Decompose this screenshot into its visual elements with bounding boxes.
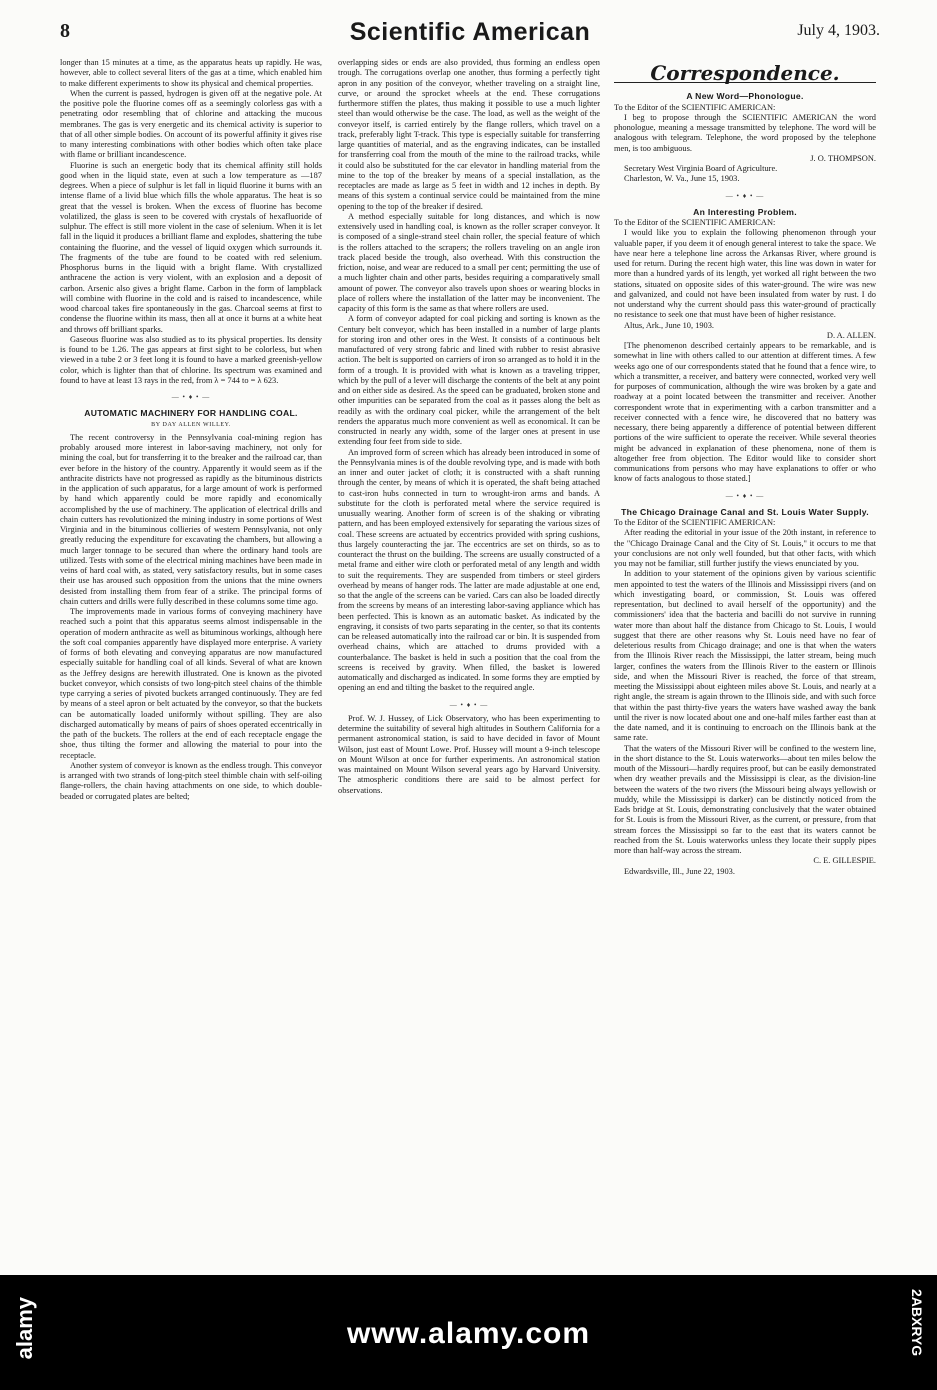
image-id: 2ABXRYG bbox=[909, 1289, 925, 1357]
paragraph: I would like you to explain the following phenomenon through your valuable paper, if you deem it of enough general interest to take the space. We have near here a telephone line across the Arkansas River, where ground is used for return. During the recent high water, this line was down in water for more than a hundred yards of its length, yet worked all right between the two stations, situated on opposite sides of this water-ground. The wire was new and galvanized, and could not have been insulated from water by rust. I do not understand why the current should pass this water-ground of practically no resistance to seek one that must have been of higher resistance. bbox=[614, 228, 876, 320]
dateline: Altus, Ark., June 10, 1903. bbox=[624, 320, 715, 330]
paragraph: The recent controversy in the Pennsylvania coal-mining region has probably aroused more interest in labor-saving machinery, not only for mining the coal, but for transferring it to the breaker and the railroad car, than ever before in the history of the country. Apparently it would seem as if the anthracite districts have not progressed as rapidly as the bituminous districts in the application of such apparatus, for a large amount of work is performed by hand which apparently could be more rapidly and economically accomplished by the use of machinery. The application of electrical drills and chain cutters has revolutionized the mining industry in some portions of West Virginia and in the bituminous collieries of western Pennsylvania, not only greatly reducing the expenditure for excavating the chambers, but allowing a much larger tonnage to be secured than where the ordinary hand tools are utilized. Tests with some of the electrical mining machines have been made in veins of hard coal with, as stated, very satisfactory results, but in some cases their use has aroused such opposition from the unions that the mine owners desisted from installing them from fear of a strike. The principal forms of chain cutters and drills were fully described in these columns some time ago. bbox=[60, 432, 322, 606]
signature: J. O. THOMPSON. bbox=[810, 153, 876, 163]
letter-title: An Interesting Problem. bbox=[693, 206, 797, 217]
paragraph: An improved form of screen which has already been introduced in some of the Pennsylvania mines is of the double revolving type, and is made with both an inner and outer jacket of cloth; it is constructed with a shaft running through the center, by means of which it is operated, the shaft being attached to cast-iron hubs connected in turn to wrought-iron arms and bands. A substitute for the cloth is perforated metal where the service required is unusually wearing. Another form of screen is of the shaking or vibrating pattern, and has been employed extensively for separating the various sizes of coal. These screens are actuated by eccentrics provided with spring cushions, thus largely counteracting the jar. The eccentrics are set on thirds, so as to counteract the thrust on the building. The screens are usually constructed of a metal frame and either wire cloth or perforated metal of any length and width to suit the requirements. They are suspended from timbers or steel girders overhead by means of hanger rods. The latter are made adjustable at one end, so that the angle of the screens can be varied. Cars can also be loaded directly from the screens by means of an interesting labor-saving appliance which has been perfected. This is known as an automatic basket. As indicated by the engraving, it consists of two parts separating in the center, so that its contents can be released automatically into the railroad car or bin. It is suspended from overhead chains, which are attached to drums provided with a counterbalance. The basket is held in such a position that the coal from the screens is received by gravity. When filled, the basket is lowered automatically and discharged as indicated. In some forms they are emptied by opening an end and tilting the basket to the required angle. bbox=[338, 447, 600, 693]
paragraph: I beg to propose through the SCIENTIFIC AMERICAN the word phonologue, meaning a message transmitted by telephone. The word will be analogous with telegram. Telephone, the word proposed by the telephone men, is too ambiguous. bbox=[614, 112, 876, 153]
page-number: 8 bbox=[60, 20, 70, 42]
signature: D. A. ALLEN. bbox=[826, 330, 876, 340]
signature-title: Secretary West Virginia Board of Agriculture. bbox=[624, 164, 778, 173]
paragraph: The improvements made in various forms of conveying machinery have reached such a point that this apparatus seems almost indispensable in the operation of modern anthracite as well as bituminous workings, although here the soft coal companies apparently have displayed more enterprise. A variety of forms of both elevating and conveying apparatus are now manufactured especially suitable for handling coal of all kinds. Several of what are known as the Jeffrey designs are herewith illustrated. One is known as the pivoted bucket conveyor, which consists of two long-pitch steel chains of the thimble type carrying a series of pivoted buckets arranged continuously. They are fed by means of a steel apron or belt actuated by the conveyor, so that the buckets can be automatically loaded uniformly without spilling. They are also discharged automatically by means of pairs of shoes operated eccentrically in the path of the buckets. The rollers at the end of each receptacle engage the shoe, thus tilting the former and allowing the material to pour into the receptacle. bbox=[60, 607, 322, 760]
paragraph: A method especially suitable for long distances, and which is now extensively used in handling coal, is known as the roller scraper conveyor. It is composed of a single-strand steel chain roller, the special feature of which is the rollers attached to the scrapers; the rollers traveling on an angle iron track placed beside the trough, also overhead. With this construction the friction, noise, and wear are reduced to a small per cent; permitting the use of a much lighter chain and other parts, besides requiring a comparatively small amount of power. The conveyor also travels upon shoes or wearing blocks in place of rollers where the installation of the latter may be inconvenient. The capacity of this form is the same as that where rollers are used. bbox=[338, 211, 600, 313]
column-2 bbox=[338, 58, 600, 1268]
dateline: Edwardsville, Ill., June 22, 1903. bbox=[624, 866, 735, 876]
paragraph: Gaseous fluorine was also studied as to its physical properties. Its density is found to be 1.26. The gas appears at first sight to be colorless, but when viewed in a tube 2 or 3 feet long it is found to have a marked greenish-yellow color, which is lighter than that of chlorine. Its spectrum was examined and found to have at least 13 rays in the red, from λ = 744 to = λ 623. bbox=[60, 334, 322, 385]
paragraph: Prof. W. J. Hussey, of Lick Observatory, who has been experimenting to determine the suitability of several high altitudes in Southern California for a permanent astronomical station, is said to have decided in favor of Mount Wilson, just east of Mount Lowe. Prof. Hussey will mount a 9-inch telescope on Mount Wilson at once for further experiments. An astronomical station was maintained on Mount Wilson several years ago by Harvard University. The atmospheric conditions there are said to be almost perfect for observations. bbox=[338, 713, 600, 795]
ornament-divider: — • ♦ • — bbox=[171, 393, 211, 401]
paragraph: overlapping sides or ends are also provided, thus forming an endless open trough. The corrugations overlap one another, thus forming a perfectly tight apron in any position of the conveyor, whether traveling on a straight line, curve, or around the sprocket wheels at the end. These corrugations furthermore stiffen the plates, thus making it possible to use a much lighter steel than would otherwise be the case. The load, as well as the weight of the conveyor itself, is carried entirely by the flange rollers, which travel on a track, preferably light T-track. This type is especially suitable for transferring large quantities of material, and as the engraving indicates, can be installed for transferring coal from the mouth of the mine to the railroad tracks, while it could also be substituted for the car elevator in handling material from the mine to the top of the breaker by means of a special installation, as the receptacles are made as large as 5 feet in width and 12 inches in depth. By means of this system a continual service could be maintained from the mine opening to the top of the breaker if desired. bbox=[338, 58, 600, 211]
salutation: To the Editor of the SCIENTIFIC AMERICAN: bbox=[614, 518, 776, 527]
ornament-divider: — • ♦ • — bbox=[725, 491, 765, 500]
paragraph: Another system of conveyor is known as the endless trough. This conveyor is arranged with two strands of long-pitch steel thimble chain with self-oiling flange-rollers, the chain having attachments on one side, to which double-beaded or corrugated plates are belted; bbox=[60, 760, 322, 801]
ornament-divider: — • ♦ • — bbox=[725, 191, 765, 200]
paragraph: That the waters of the Missouri River will be confined to the western line, in the short distance to the St. Louis waterworks—about ten miles below the mouth of the Missouri—hardly requires proof, but can be easily demonstrated when dry weather prevails and the Mississippi is clear, as the division-line between the waters of the two rivers (the Missouri being always yellowish or muddy, while the Mississippi is darker) can be distinctly noticed from the Eads bridge at St. Louis, demonstrating conclusively that the water obtained for St. Louis is from the Missouri River, as the current, or pressure, from that stream forces the Mississippi so far to the east that its waters cannot be reached from the St. Louis waterworks unless they locate their supply pipes more than half-way across the stream. bbox=[614, 743, 876, 855]
letter-title: The Chicago Drainage Canal and St. Louis Water Supply. bbox=[621, 506, 869, 517]
stock-footer-bar bbox=[0, 1275, 937, 1390]
paragraph: Fluorine is such an energetic body that its chemical affinity still holds good when in the liquid state, even at such a low temperature as —187 degrees. When a piece of sulphur is let fall in liquid fluorine it burns with an intense flame of a livid blue which fills the whole apparatus. The heat is so great that the vessel is broken. When the excess of fluorine has become volatilized, the glass is seen to be covered with crystals of hexafluoride of sulphur. The effect is still more violent in the case of selenium. When it is let fall in the liquid it produces a brilliant flame and explodes, shattering the tube containing the fluorine, and the vessel of liquid oxygen which surrounds it. The fragments of the tube are found to be coated with red selenium. Phosphorus burns in the liquid with a bright flame. With crystallized anthracene the action is very violent, with an explosion and a deposit of carbon. Arsenic also gives a bright flame. Carbon in the form of lampblack will combine with fluorine in the cold and is raised to incandescence, while wood charcoal takes fire spontaneously in the gas. Charcoal seems at first to condense the fluorine within its mass, then all at once it burns at a white heat and throws off brilliant sparks. bbox=[60, 160, 322, 334]
page-header bbox=[60, 20, 880, 50]
ornament-divider: — • ♦ • — bbox=[449, 700, 489, 709]
paragraph: longer than 15 minutes at a time, as the apparatus heats up rapidly. He was, however, able to collect several liters of the gas at a time, which enabled him to make different experiments to show its physical and chemical properties. bbox=[60, 58, 322, 88]
paragraph: After reading the editorial in your issue of the 20th instant, in reference to the "Chicago Drainage Canal and the City of St. Louis," it occurs to me that your conclusions are not only well founded, but that other facts, with which you may not be familiar, still further justify the views enunciated by you. bbox=[614, 528, 876, 568]
dateline: Charleston, W. Va., June 15, 1903. bbox=[624, 174, 740, 184]
alamy-logo: alamy bbox=[12, 1297, 37, 1360]
issue-date: July 4, 1903. bbox=[797, 22, 880, 39]
paragraph: In addition to your statement of the opinions given by various scientific men appointed to test the waters of the Illinois and Mississippi rivers (and on which investigating board, or commission, St. Louis was offered representation, but declined to avail herself of the opportunity) and the commissioners' idea that the bacteria and bacilli do not survive in running water more than about half the distance from Chicago to St. Louis, I would suggest that there are other reasons why St. Louis need have no fear of deleterious results from Chicago drainage; and one is that when the waters from the Illinois River reach the Mississippi, the latter stream, being much larger, confines the waters from the Illinois River to the eastern or Illinois side, and when the Missouri River is reached, the force of that stream, meeting the Mississippi about eighteen miles above St. Louis, and nearly at a right angle, the stream is again thrown to the Illinois side, and with such force that within the past thirty-five years the waters have washed away the bank until the river is now located about one and one-half miles farther east than at the date named, and it is continuing to encroach on the Illinois bank at the same rate. bbox=[614, 569, 876, 743]
masthead: Scientific American bbox=[349, 18, 591, 46]
salutation: To the Editor of the SCIENTIFIC AMERICAN: bbox=[614, 218, 776, 227]
section-heading: Correspondence. bbox=[650, 61, 840, 85]
column-1 bbox=[60, 58, 322, 1268]
salutation: To the Editor of the SCIENTIFIC AMERICAN: bbox=[614, 102, 776, 112]
letter-title: A New Word—Phonologue. bbox=[686, 91, 804, 102]
paragraph: A form of conveyor adapted for coal picking and sorting is known as the Century belt conveyor, which has been installed in a number of large plants for storing iron and other ores in the West. It consists of a continuous belt manufactured of very strong fabric and lined with rubber to resist abrasive action. The belt is supported on carriers of iron so arranged as to hold it in the form of a trough. It is provided with what is known as a traveling tripper, which by the pull of a lever will discharge the contents of the belt at any point and on either side as desired. As the speed can be graduated, broken stone and other impurities can be separated from the coal as it passes along the belt as readily as with the ordinary coal picker, while the arrangement of the belt renders the apparatus much more convenient as well as economical. It can be constructed in nearly any width, some of the larger ones at present in use extending four feet from side to side. bbox=[338, 314, 600, 447]
column-3 bbox=[614, 58, 876, 1268]
editor-note: [The phenomenon described certainly appears to be remarkable, and is somewhat in line with others called to our attention at different times. A few weeks ago one of our correspondents stated that he found that a fence wire, to which a transmitter, a receiver, and battery were connected, worked very well for purposes of communication, although the wire was broken by a gate and roadway at a point located between the transmitter and receiver. Another correspondent wrote that in experimenting with a carbon transmitter and a receiver connected with a fence wire, he discovered that no battery was necessary, there being apparently a difference of potential between different portions of the wire sufficient to operate the receiver. While several theories might be advanced in explanation of these phenomena, none of them is altogether free from objection. The Editor would like to consider short communications from persons who may have explanations to offer or who know of facts analogous to those stated.] bbox=[614, 341, 876, 484]
paragraph: When the current is passed, hydrogen is given off at the negative pole. At the positive pole the fluorine comes off as a seemingly colorless gas with a penetrating odor resembling that of chlorine and attacking the mucous membranes. The gas is very energetic and its chemical activity is superior to that of all other simple bodies. On account of its powerful affinity it gives rise to many interesting combinations with other bodies which often take place with flame or brilliant incandescence. bbox=[60, 88, 322, 160]
signature: C. E. GILLESPIE. bbox=[813, 856, 876, 866]
watermark-url: www.alamy.com bbox=[346, 1317, 591, 1350]
byline: BY DAY ALLEN WILLEY. bbox=[151, 421, 231, 428]
article-title: AUTOMATIC MACHINERY FOR HANDLING COAL. bbox=[84, 408, 298, 419]
